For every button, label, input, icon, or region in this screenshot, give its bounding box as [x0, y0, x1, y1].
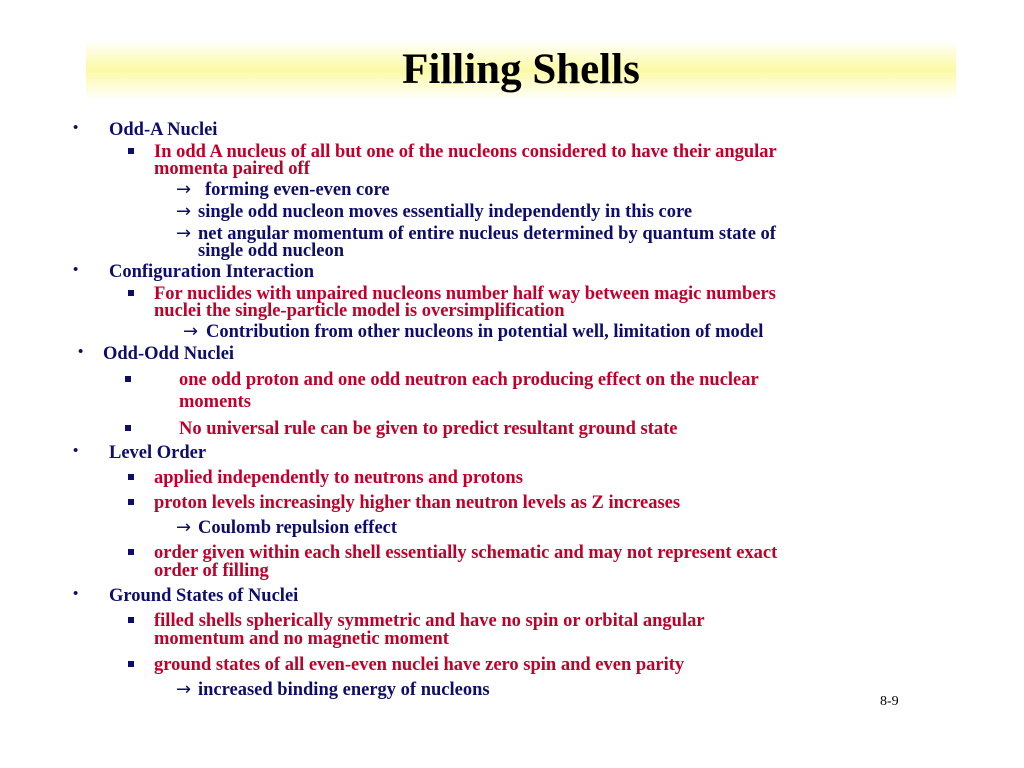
square-bullet — [128, 290, 134, 296]
arrow-right-icon: → — [176, 201, 192, 222]
heading-level-order: Level Order — [109, 443, 207, 463]
ground-item1-line2: momentum and no magnetic moment — [154, 629, 449, 649]
level-item3-line1: order given within each shell essentially schematic and may not represent exact — [154, 543, 778, 563]
bullet-dot: • — [73, 586, 79, 602]
heading-odd-a: Odd-A Nuclei — [109, 120, 218, 140]
arrow-right-icon: → — [176, 517, 192, 538]
odd-odd-item1-line1: one odd proton and one odd neutron each producing effect on the nuclear — [179, 370, 759, 390]
page-number: 8-9 — [880, 694, 899, 709]
arrow-right-icon: → — [176, 679, 192, 700]
level-item2: proton levels increasingly higher than neutron levels as Z increases — [154, 493, 681, 513]
odd-a-arrow3-line2: single odd nucleon — [198, 241, 344, 261]
bullet-dot: • — [73, 120, 79, 136]
square-bullet — [128, 148, 134, 154]
level-item3-line2: order of filling — [154, 561, 269, 581]
arrow-right-icon: → — [176, 179, 192, 200]
odd-a-item1-line1: In odd A nucleus of all but one of the nucleons considered to have their angular — [154, 142, 777, 162]
square-bullet — [128, 661, 134, 667]
square-bullet — [125, 425, 131, 431]
odd-a-arrow2: single odd nucleon moves essentially independently in this core — [198, 202, 693, 222]
config-arrow1: Contribution from other nucleons in potential well, limitation of model — [206, 322, 764, 342]
odd-odd-item1-line2: moments — [179, 392, 251, 412]
config-item1-line2: nuclei the single-particle model is oversimplification — [154, 301, 565, 321]
square-bullet — [128, 499, 134, 505]
arrow-right-icon: → — [176, 223, 192, 244]
level-arrow1: Coulomb repulsion effect — [198, 518, 398, 538]
heading-ground-states: Ground States of Nuclei — [109, 586, 299, 606]
odd-a-arrow3-line1: net angular momentum of entire nucleus determined by quantum state of — [198, 224, 776, 244]
odd-odd-item2: No universal rule can be given to predict resultant ground state — [179, 419, 678, 439]
bullet-dot: • — [73, 443, 79, 459]
ground-arrow1: increased binding energy of nucleons — [198, 680, 490, 700]
ground-item2: ground states of all even-even nuclei have zero spin and even parity — [154, 655, 685, 675]
odd-a-item1-line2: momenta paired off — [154, 159, 310, 179]
square-bullet — [125, 376, 131, 382]
square-bullet — [128, 549, 134, 555]
ground-item1-line1: filled shells spherically symmetric and have no spin or orbital angular — [154, 611, 705, 631]
bullet-dot: • — [73, 262, 79, 278]
heading-config: Configuration Interaction — [109, 262, 315, 282]
config-item1-line1: For nuclides with unpaired nucleons number half way between magic numbers — [154, 284, 776, 304]
page-title: Filling Shells — [402, 46, 640, 93]
level-item1: applied independently to neutrons and protons — [154, 468, 523, 488]
square-bullet — [128, 474, 134, 480]
heading-odd-odd: Odd-Odd Nuclei — [103, 344, 235, 364]
odd-a-arrow1: forming even-even core — [205, 180, 390, 200]
bullet-dot: • — [78, 344, 84, 360]
square-bullet — [128, 617, 134, 623]
arrow-right-icon: → — [183, 321, 199, 342]
